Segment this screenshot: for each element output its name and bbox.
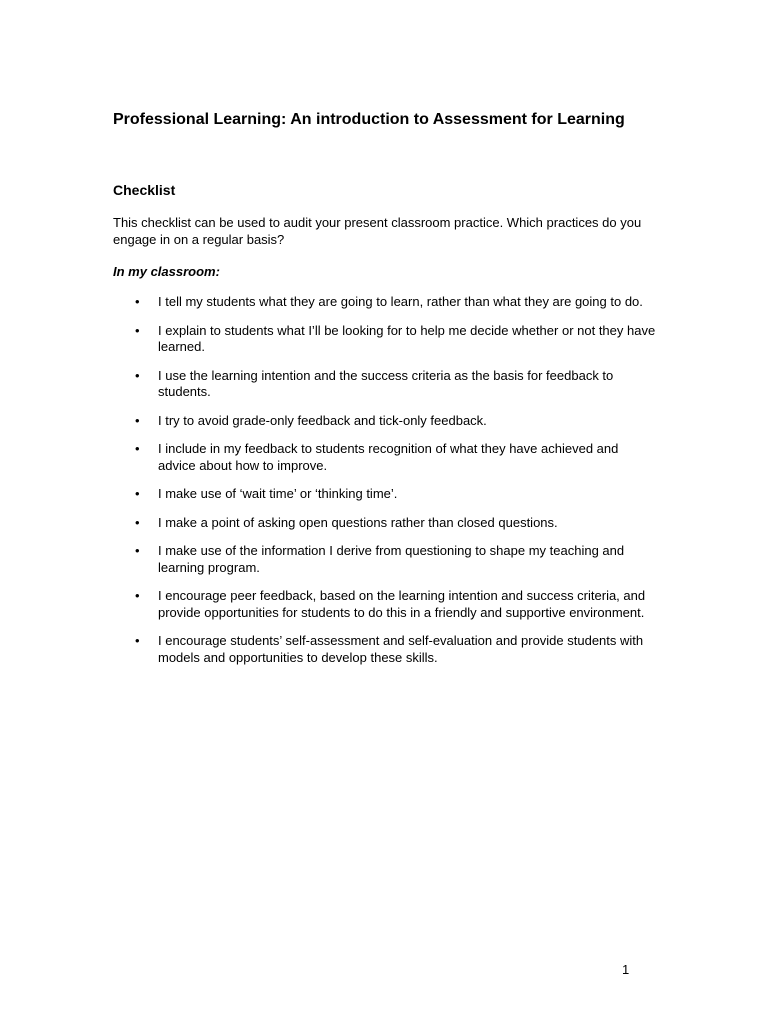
list-item-text: I make use of ‘wait time’ or ‘thinking time’. [158,486,398,501]
list-item [113,323,658,356]
bullet-icon: • [135,294,140,309]
list-item [113,543,658,576]
bullet-icon: • [135,441,140,456]
list-item [113,441,658,474]
list-item-text: I use the learning intention and the success criteria as the basis for feedback to students. [158,367,614,399]
list-item [113,633,658,666]
list-item [113,588,658,621]
list-item [113,486,658,503]
section-heading: Checklist [113,182,176,198]
list-item [113,413,658,430]
list-item [113,515,658,532]
bullet-icon: • [135,543,140,558]
list-item-text: I make use of the information I derive from questioning to shape my teaching and learning program. [158,543,625,575]
bullet-icon: • [135,588,140,603]
bullet-icon: • [135,633,140,648]
list-item-text: I make a point of asking open questions rather than closed questions. [158,514,558,530]
checklist-subheading: In my classroom: [113,264,220,279]
list-item-text: I tell my students what they are going to learn, rather than what they are going to do. [158,294,643,309]
bullet-icon: • [135,486,140,501]
checklist [113,294,658,678]
bullet-icon: • [135,514,140,530]
list-item-text: I explain to students what I’ll be looking for to help me decide whether or not they have learned. [158,322,656,354]
intro-paragraph: This checklist can be used to audit your present classroom practice. Which practices do you engage in on a regular basis? [113,215,642,247]
list-item-text: I encourage students’ self-assessment and self-evaluation and provide students with models and opportunities to develop these skills. [158,633,644,665]
document-title: Professional Learning: An introduction to Assessment for Learning [113,111,625,128]
bullet-icon: • [135,412,140,428]
list-item [113,368,658,401]
list-item [113,294,658,311]
list-item-text: I include in my feedback to students recognition of what they have achieved and advice about how to improve. [158,441,619,473]
page-number: 1 [622,962,630,977]
bullet-icon: • [135,322,140,338]
bullet-icon: • [135,367,140,383]
list-item-text: I encourage peer feedback, based on the learning intention and success criteria, and provide opportunities for students to do this in a friendly and supportive environment. [158,588,646,620]
list-item-text: I try to avoid grade-only feedback and tick-only feedback. [158,412,487,428]
